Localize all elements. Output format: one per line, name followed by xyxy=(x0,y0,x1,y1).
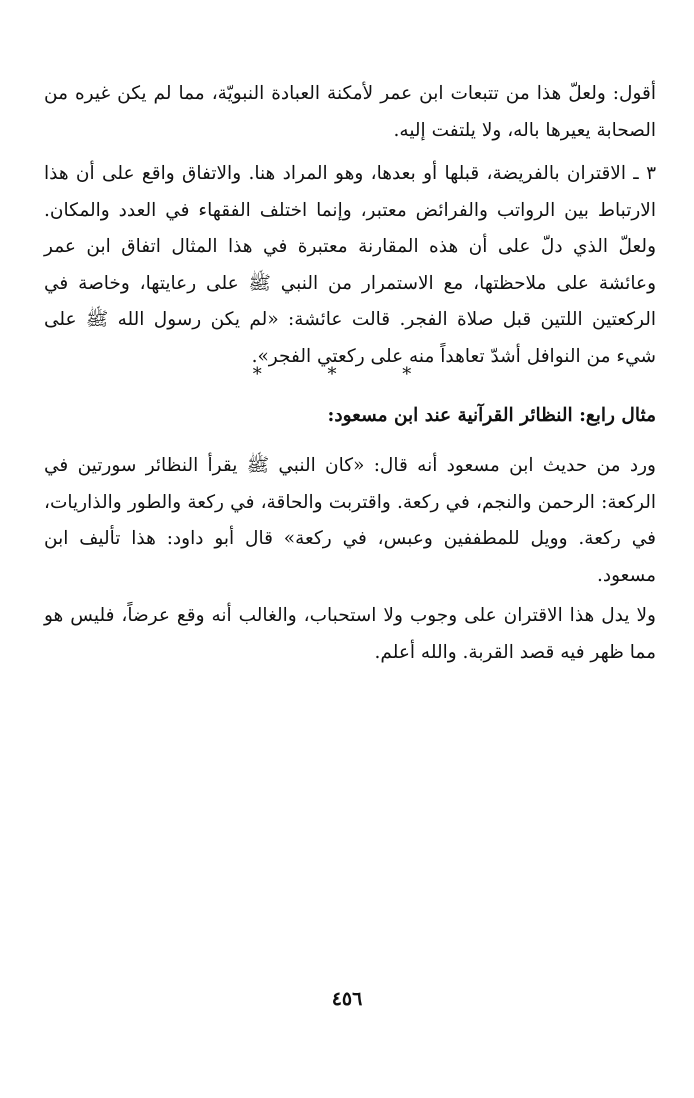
section-separator-asterisks: * * * xyxy=(252,364,442,385)
section-heading-fourth-example: مثال رابع: النظائر القرآنية عند ابن مسعود: xyxy=(327,405,656,426)
page-number: ٤٥٦ xyxy=(331,988,363,1010)
paragraph-ibn-masud-hadith: ورد من حديث ابن مسعود أنه قال: «كان النبي ﷺ يقرأ النظائر سورتين في الركعة: الرحمن والنجم، في ركعة. واقتربت والحاقة، في ركعة والطور والذاريات، في ركعة. وويل للمطففين وعبس، في ركعة» قال أبو داود: هذا تأليف ابن مسعود. xyxy=(44,455,656,586)
paragraph-linking-with-obligatory-prayer: ٣ ـ الاقتران بالفريضة، قبلها أو بعدها، وهو المراد هنا. والاتفاق واقع على أن هذا الارتباط بين الرواتب والفرائض معتبر، وإنما اختلف الفقهاء في العدد والمكان. ولعلّ الذي دلّ على أن هذه المقارنة معتبرة في هذا المثال اتفاق ابن عمر وعائشة على ملاحظتها، مع الاستمرار من النبي ﷺ على رعايتها، وخاصة في الركعتين اللتين قبل صلاة الفجر. قالت عائشة: «لم يكن رسول الله ﷺ على شيء من النوافل أشدّ تعاهداً منه على ركعتي الفجر». xyxy=(44,163,656,367)
paragraph-conclusion: ولا يدل هذا الاقتران على وجوب ولا استحباب، والغالب أنه وقع عرضاً، فليس هو مما ظهر فيه قصد القربة. والله أعلم. xyxy=(44,605,656,663)
paragraph-ibn-umar-note: أقول: ولعلّ هذا من تتبعات ابن عمر لأمكنة العبادة النبويّة، مما لم يكن غيره من الصحابة يعيرها باله، ولا يلتفت إليه. xyxy=(44,83,656,141)
